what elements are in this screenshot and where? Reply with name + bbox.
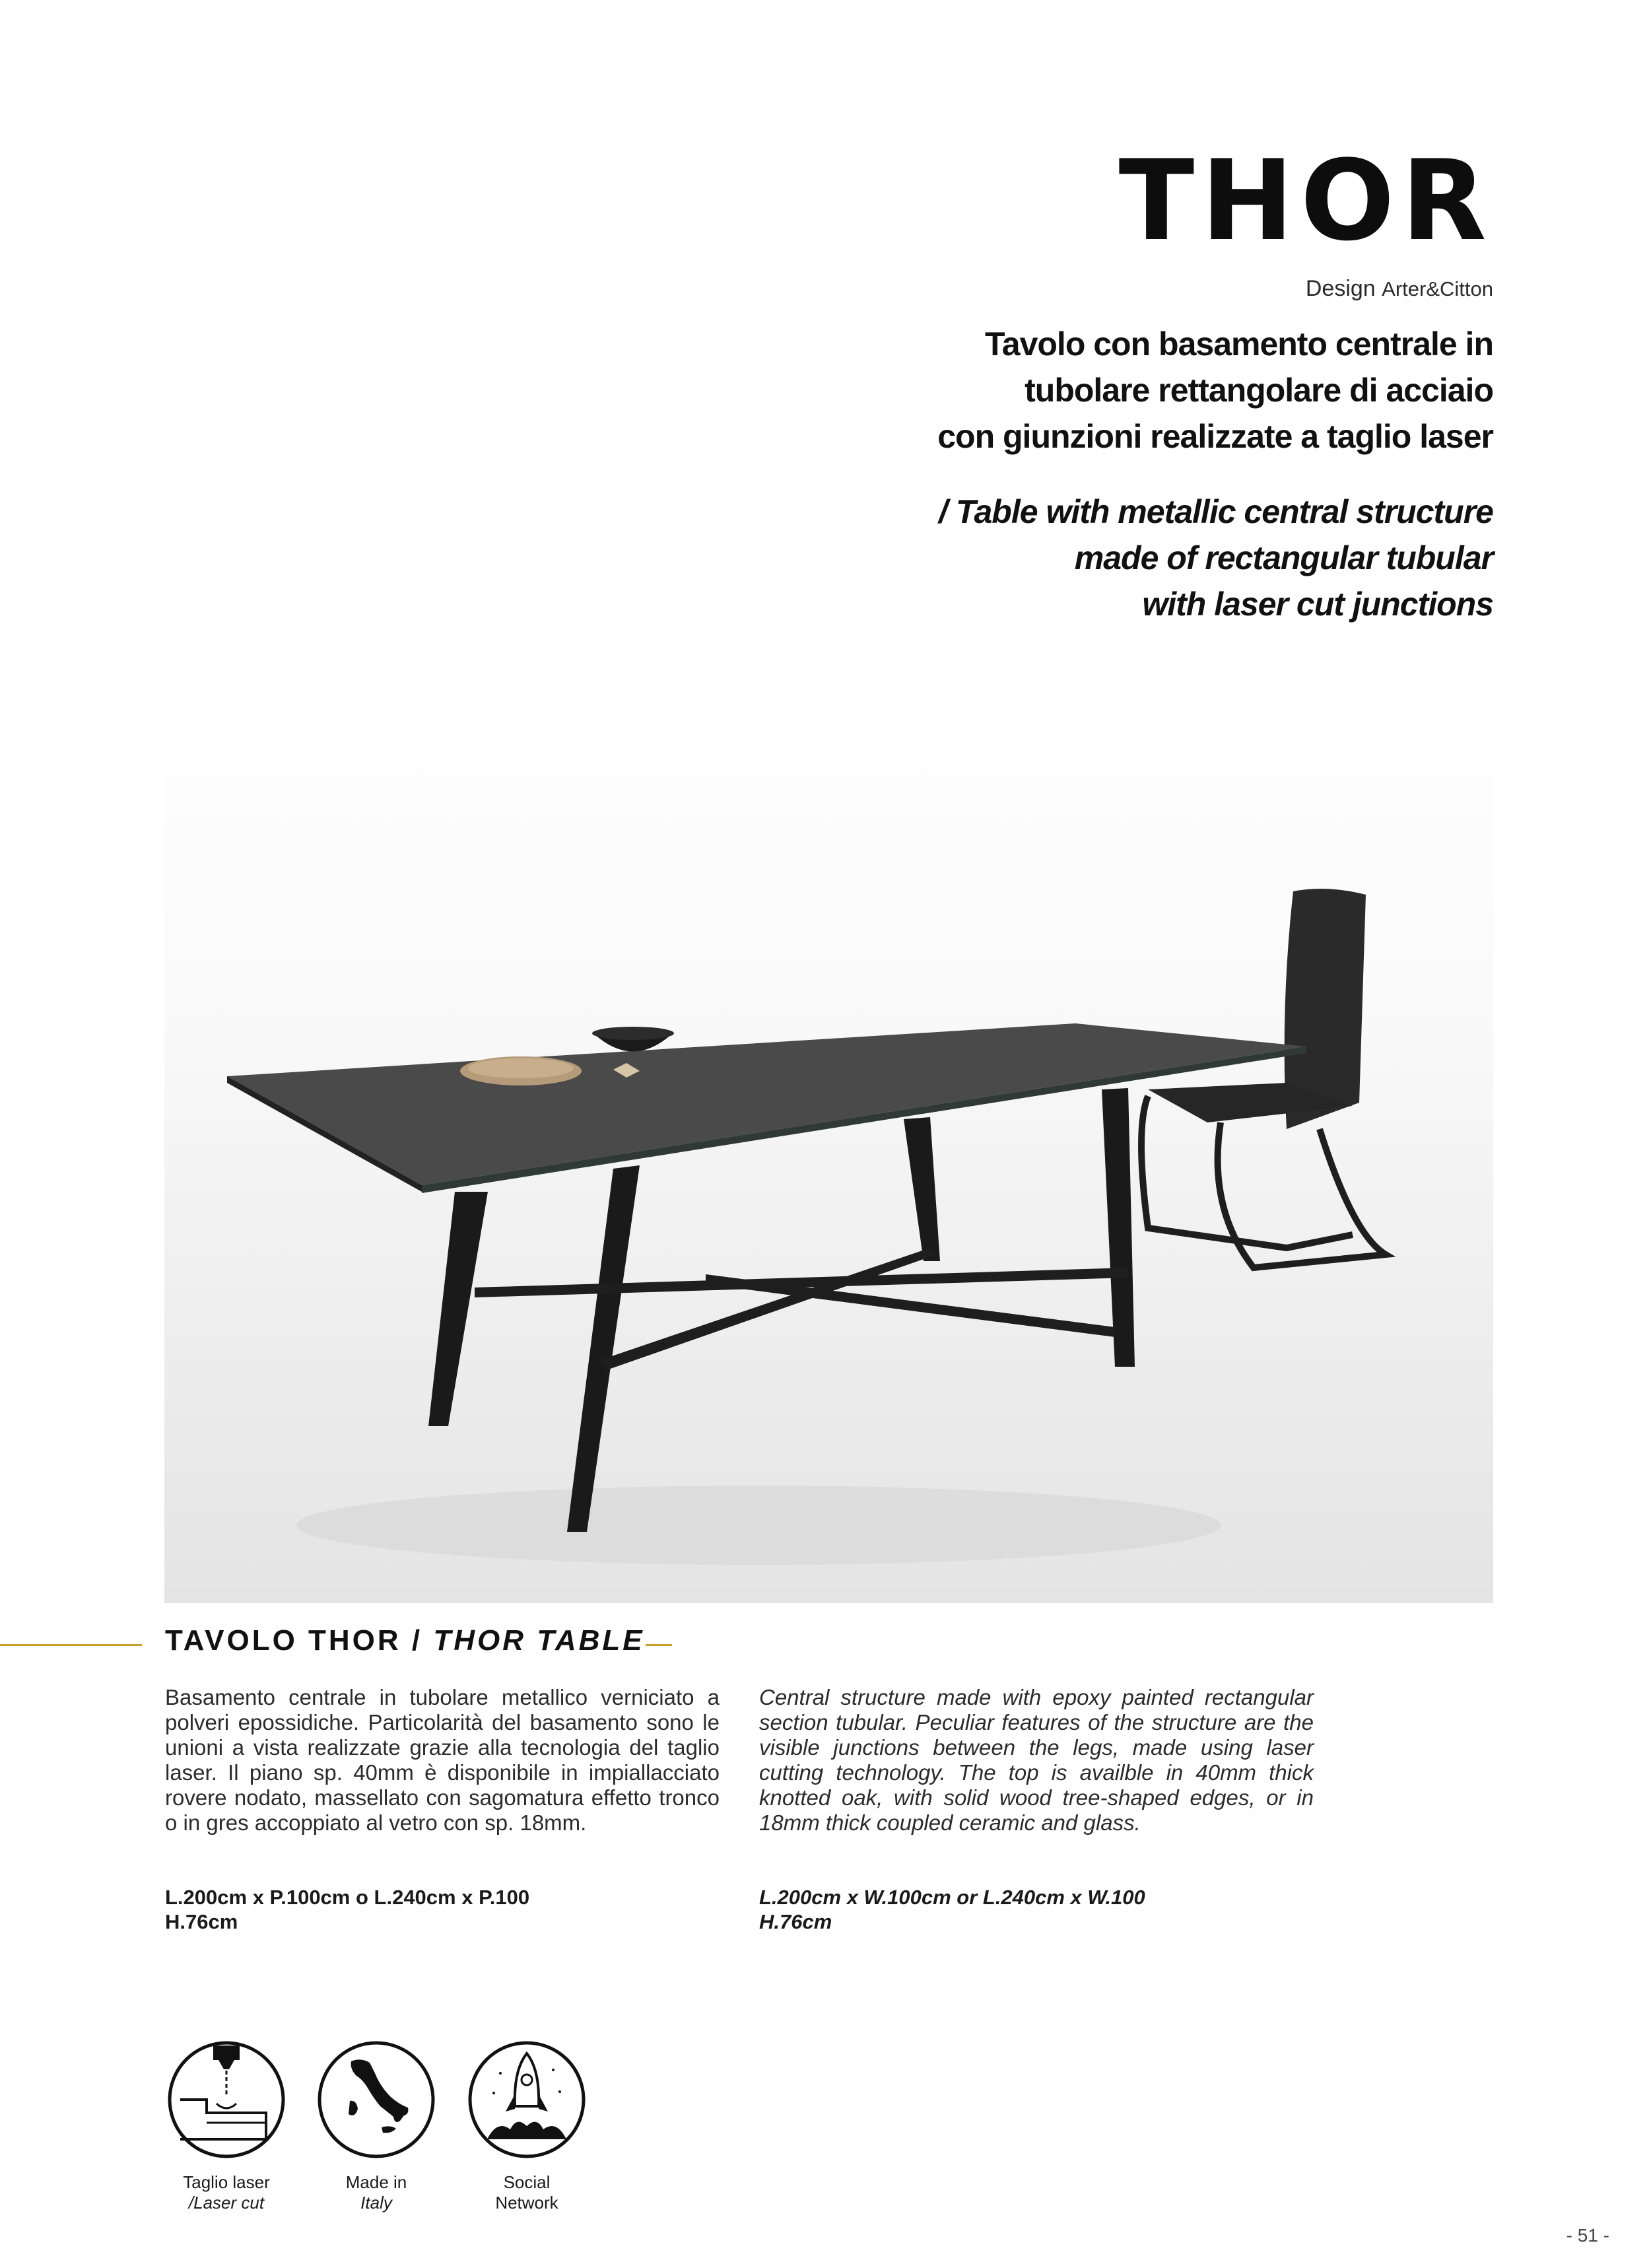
- description-it-line: tubolare rettangolare di acciaio: [1025, 372, 1493, 409]
- section-title: [165, 1624, 645, 1657]
- body-text-english: Central structure made with epoxy painted rectangular section tubular. Peculiar features of the structure are the visible junctions between the legs, made using laser cutting technology. The top is availble in 40mm thick knotted oak, with solid wood tree-shaped edges, or in 18mm thick coupled ceramic and glass.: [759, 1685, 1314, 1835]
- laser-cut-icon: [167, 2040, 286, 2159]
- italy-map-icon: [317, 2040, 436, 2159]
- dimensions-english: [759, 1885, 1145, 1934]
- design-label: Design: [1305, 276, 1376, 301]
- description-it-line: con giunzioni realizzate a taglio laser: [937, 418, 1493, 455]
- feature-sublabel: Network: [495, 2193, 558, 2213]
- accent-rule-right: [646, 1644, 672, 1646]
- product-title: THOR: [1118, 136, 1493, 265]
- accent-rule-left: [0, 1644, 142, 1646]
- floor-shadow: [296, 1486, 1221, 1565]
- feature-label-social: [451, 2172, 603, 2213]
- dimensions-italian: [165, 1885, 529, 1934]
- description-en-line: / Table with metallic central structure: [939, 493, 1493, 530]
- rocket-icon: [467, 2040, 586, 2159]
- description-italian: [833, 321, 1493, 460]
- table-and-chair-illustration: [164, 667, 1493, 1603]
- designer-credit: [1306, 276, 1493, 302]
- body-text-italian: Basamento centrale in tubolare metallico verniciato a polveri epossidiche. Particolarità del basamento sono le unioni a vista realizzate grazie alla tecnologia del taglio laser. Il piano sp. 40mm è disponibile in impiallacciato rovere nodato, massellato con sagomatura effetto tronco o in gres accoppiato al vetro con sp. 18mm.: [165, 1685, 720, 1835]
- feature-label-italy: [300, 2172, 452, 2213]
- description-it-line: Tavolo con basamento centrale in: [984, 326, 1493, 362]
- section-title-it: TAVOLO THOR /: [165, 1624, 423, 1657]
- feature-label: Social: [503, 2172, 551, 2192]
- dimensions-line: L.200cm x P.100cm o L.240cm x P.100: [165, 1886, 530, 1909]
- page-number: - 51 -: [1566, 2225, 1609, 2246]
- description-en-line: with laser cut junctions: [1142, 586, 1493, 623]
- feature-label: Made in: [345, 2172, 407, 2192]
- product-photo: [164, 667, 1493, 1603]
- description-en-line: made of rectangular tubular: [1074, 539, 1493, 576]
- dimensions-line: H.76cm: [165, 1910, 238, 1933]
- description-english: [833, 489, 1493, 627]
- feature-label-laser: [151, 2172, 302, 2213]
- chair: [1141, 889, 1386, 1268]
- feature-sublabel: Italy: [360, 2193, 392, 2213]
- feature-sublabel: /Laser cut: [188, 2193, 265, 2213]
- dimensions-line: L.200cm x W.100cm or L.240cm x W.100: [759, 1886, 1145, 1909]
- section-title-en: THOR TABLE: [433, 1624, 645, 1657]
- designer-name: Arter&Citton: [1382, 277, 1493, 300]
- dimensions-line: H.76cm: [759, 1910, 832, 1933]
- feature-label: Taglio laser: [183, 2172, 270, 2192]
